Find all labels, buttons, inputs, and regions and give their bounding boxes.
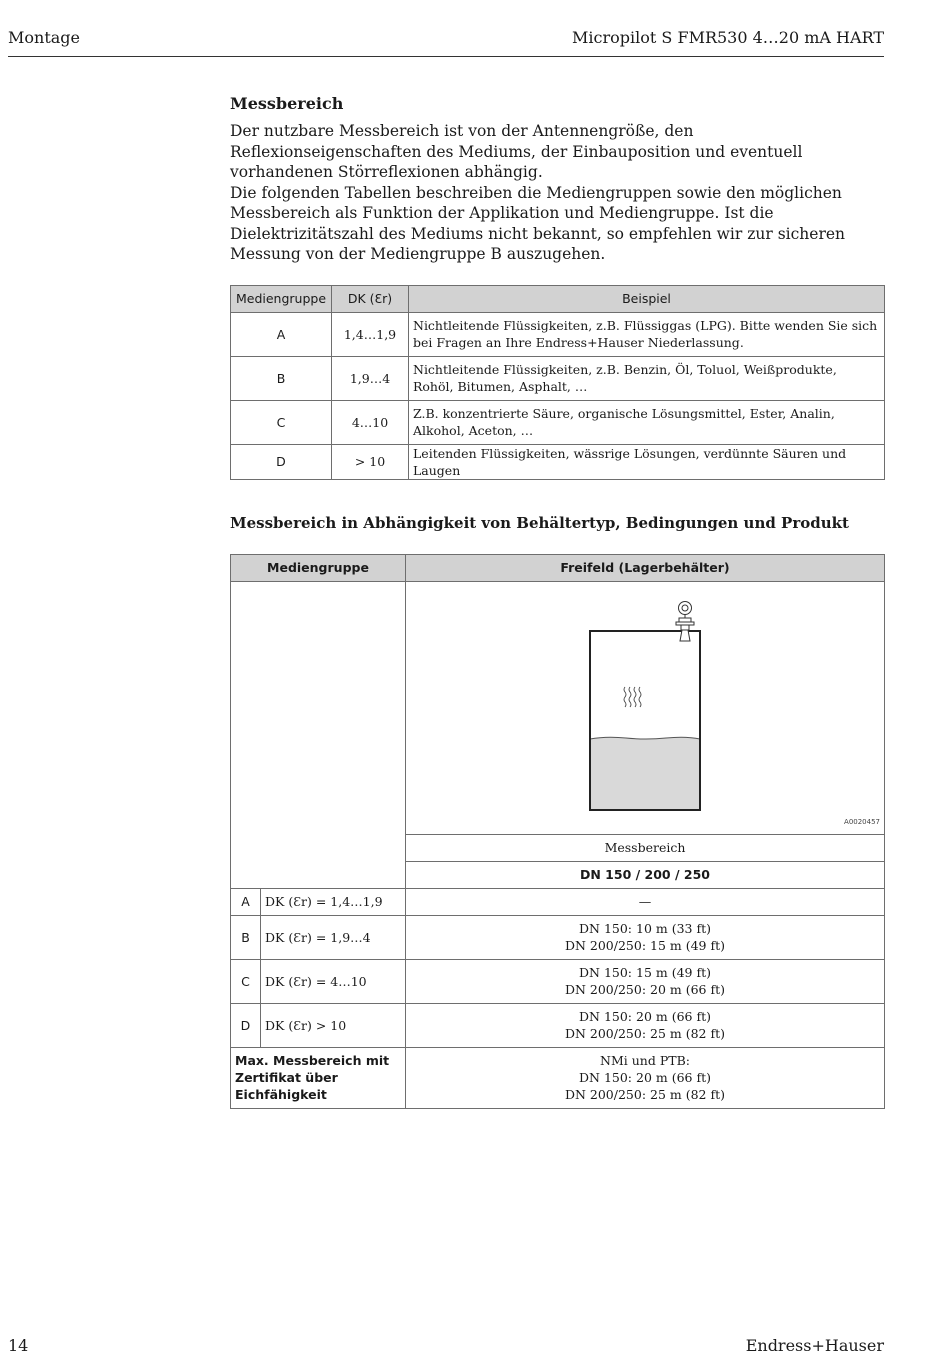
dk-value-cell: 1,4…1,9 bbox=[332, 312, 409, 356]
diagram-row bbox=[231, 581, 885, 834]
table-row bbox=[231, 444, 885, 479]
range-label-cell: Messbereich bbox=[406, 834, 885, 861]
page-number: 14 bbox=[8, 1336, 29, 1355]
section-title-messbereich: Messbereich bbox=[230, 94, 344, 113]
range-value-cell bbox=[406, 888, 885, 915]
column-header-dk: DK (Ɛr) bbox=[332, 285, 409, 312]
range-line-1: DN 150: 10 m (33 ft) bbox=[579, 921, 711, 936]
section-title-range-dependency: Messbereich in Abhängigkeit von Behältertyp, Bedingungen und Produkt bbox=[230, 513, 849, 532]
header-section: Montage bbox=[8, 28, 80, 47]
column-header-application: Freifeld (Lagerbehälter) bbox=[406, 554, 885, 581]
dk-cell: DK (Ɛr) > 10 bbox=[261, 1003, 406, 1047]
tank-diagram bbox=[406, 582, 884, 834]
intro-text-2: Die folgenden Tabellen beschreiben die Mediengruppen sowie den möglichen Messbereich als Funktion der Applikation und Mediengruppe. Ist die Dielektrizitätszahl des Mediums nicht bekannt, so empfehlen wir zur sicheren Messung von der Mediengruppe B auszugehen. bbox=[230, 183, 846, 263]
max-line-3: DN 200/250: 25 m (82 ft) bbox=[564, 1087, 726, 1102]
max-range-label-cell bbox=[231, 1047, 406, 1108]
group-letter-cell: D bbox=[231, 1003, 261, 1047]
range-line-1: — bbox=[638, 894, 652, 909]
table-row bbox=[231, 400, 885, 444]
max-line-2: DN 150: 20 m (66 ft) bbox=[579, 1070, 711, 1085]
range-line-2: DN 200/250: 25 m (82 ft) bbox=[564, 1026, 726, 1041]
table-row bbox=[231, 888, 885, 915]
media-group-cell: D bbox=[231, 444, 332, 479]
range-line-2: DN 200/250: 15 m (49 ft) bbox=[564, 938, 726, 953]
max-label-line-2: Zertifikat über bbox=[235, 1070, 338, 1085]
table-row bbox=[231, 356, 885, 400]
header-product: Micropilot S FMR530 4…20 mA HART bbox=[572, 28, 884, 47]
media-group-cell: A bbox=[231, 312, 332, 356]
table-row bbox=[231, 915, 885, 959]
column-header-group: Mediengruppe bbox=[231, 285, 332, 312]
media-group-cell: C bbox=[231, 400, 332, 444]
brand-name: Endress+Hauser bbox=[745, 1336, 884, 1355]
main-content bbox=[230, 94, 885, 1109]
table-header-row bbox=[231, 285, 885, 312]
range-line-1: DN 150: 20 m (66 ft) bbox=[579, 1009, 711, 1024]
group-letter-cell: A bbox=[231, 888, 261, 915]
media-group-table bbox=[230, 285, 885, 480]
figure-id: A0020457 bbox=[844, 817, 880, 826]
example-cell: Nichtleitende Flüssigkeiten, z.B. Benzin, Öl, Toluol, Weißprodukte, Rohöl, Bitumen, Asphalt, … bbox=[409, 356, 885, 400]
column-header-example: Beispiel bbox=[409, 285, 885, 312]
max-label-line-3: Eichfähigkeit bbox=[235, 1087, 327, 1102]
radar-transmitter-icon bbox=[676, 601, 694, 641]
nominal-size-cell: DN 150 / 200 / 250 bbox=[406, 861, 885, 888]
max-line-1: NMi und PTB: bbox=[600, 1053, 690, 1068]
range-value-cell bbox=[406, 915, 885, 959]
range-value-cell bbox=[406, 1003, 885, 1047]
empty-group-cell bbox=[231, 581, 406, 888]
example-cell: Nichtleitende Flüssigkeiten, z.B. Flüssiggas (LPG). Bitte wenden Sie sich bei Fragen an Ihre Endress+Hauser Niederlassung. bbox=[409, 312, 885, 356]
measuring-range-table bbox=[230, 554, 885, 1109]
table-row bbox=[231, 312, 885, 356]
table-row bbox=[231, 959, 885, 1003]
table-row bbox=[231, 1047, 885, 1108]
table-header-row bbox=[231, 554, 885, 581]
dk-cell: DK (Ɛr) = 1,9…4 bbox=[261, 915, 406, 959]
max-range-value-cell bbox=[406, 1047, 885, 1108]
range-line-2: DN 200/250: 20 m (66 ft) bbox=[564, 982, 726, 997]
dk-cell: DK (Ɛr) = 1,4…1,9 bbox=[261, 888, 406, 915]
table-row bbox=[231, 1003, 885, 1047]
page-header bbox=[8, 28, 884, 57]
group-letter-cell: C bbox=[231, 959, 261, 1003]
vapor-waves-icon bbox=[624, 687, 641, 707]
example-cell: Leitenden Flüssigkeiten, wässrige Lösungen, verdünnte Säuren und Laugen bbox=[409, 444, 885, 479]
dk-value-cell: 1,9…4 bbox=[332, 356, 409, 400]
range-value-cell bbox=[406, 959, 885, 1003]
group-letter-cell: B bbox=[231, 915, 261, 959]
example-cell: Z.B. konzentrierte Säure, organische Lösungsmittel, Ester, Analin, Alkohol, Aceton, … bbox=[409, 400, 885, 444]
max-label-line-1: Max. Messbereich mit bbox=[235, 1053, 390, 1068]
tank-liquid bbox=[590, 737, 700, 810]
dk-value-cell: > 10 bbox=[332, 444, 409, 479]
column-header-group: Mediengruppe bbox=[231, 554, 406, 581]
dk-cell: DK (Ɛr) = 4…10 bbox=[261, 959, 406, 1003]
dk-value-cell: 4…10 bbox=[332, 400, 409, 444]
range-line-1: DN 150: 15 m (49 ft) bbox=[579, 965, 711, 980]
intro-paragraph bbox=[230, 121, 885, 265]
tank-diagram-cell bbox=[406, 581, 885, 834]
intro-text-1: Der nutzbare Messbereich ist von der Antennengröße, den Reflexionseigenschaften des Mediums, der Einbauposition und eventuell vorhandenen Störreflexionen abhängig. bbox=[230, 122, 803, 181]
media-group-cell: B bbox=[231, 356, 332, 400]
